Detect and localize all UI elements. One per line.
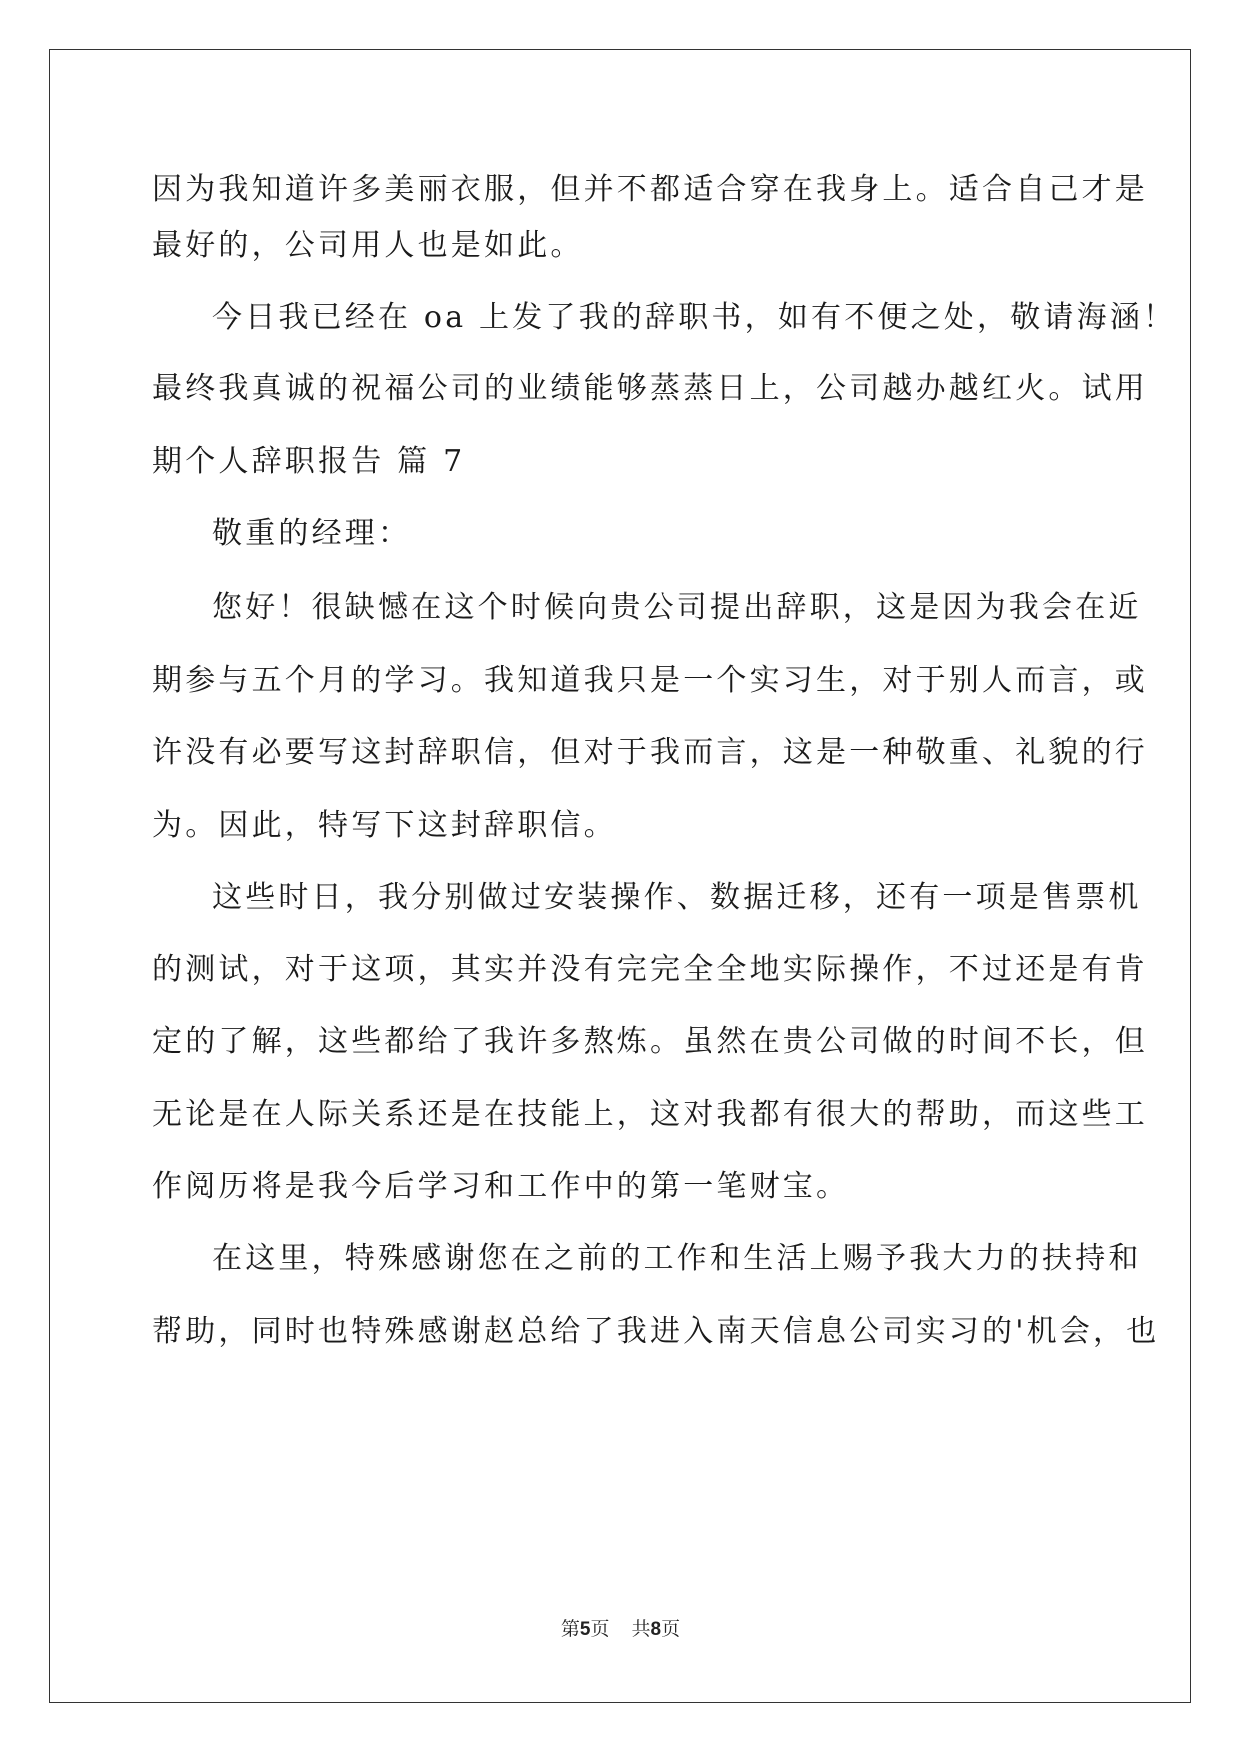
salutation: 敬重的经理： bbox=[212, 516, 412, 551]
text-line: 期参与五个月的学习。我知道我只是一个实习生，对于别人而言，或 bbox=[152, 663, 1148, 698]
text-line: 帮助，同时也特殊感谢赵总给了我进入南天信息公司实习的'机会，也 bbox=[152, 1314, 1160, 1349]
text-line: 定的了解，这些都给了我许多熬炼。虽然在贵公司做的时间不长，但 bbox=[152, 1024, 1148, 1059]
section-heading: 期个人辞职报告 篇 7 bbox=[152, 444, 466, 479]
text-line: 许没有必要写这封辞职信，但对于我而言，这是一种敬重、礼貌的行 bbox=[152, 735, 1148, 770]
text-line: 您好！很缺憾在这个时候向贵公司提出辞职，这是因为我会在近 bbox=[212, 590, 1142, 625]
page-suffix: 页 bbox=[590, 1618, 610, 1640]
text-line: 今日我已经在 oa 上发了我的辞职书，如有不便之处，敬请海涵！ bbox=[212, 300, 1177, 335]
text-line: 在这里，特殊感谢您在之前的工作和生活上赐予我大力的扶持和 bbox=[212, 1241, 1142, 1276]
text-line: 因为我知道许多美丽衣服，但并不都适合穿在我身上。适合自己才是 bbox=[152, 172, 1148, 207]
page-footer bbox=[0, 1617, 1241, 1642]
text-line: 的测试，对于这项，其实并没有完完全全地实际操作，不过还是有肯 bbox=[152, 952, 1148, 987]
text-line: 无论是在人际关系还是在技能上，这对我都有很大的帮助，而这些工 bbox=[152, 1097, 1148, 1132]
page-prefix: 第 bbox=[560, 1618, 580, 1640]
text-line: 最好的，公司用人也是如此。 bbox=[152, 228, 584, 263]
total-prefix: 共 bbox=[631, 1618, 651, 1640]
total-suffix: 页 bbox=[661, 1618, 681, 1640]
page-number: 5 bbox=[579, 1619, 591, 1640]
text-line: 作阅历将是我今后学习和工作中的第一笔财宝。 bbox=[152, 1169, 850, 1204]
text-line: 为。因此，特写下这封辞职信。 bbox=[152, 808, 617, 843]
text-line: 这些时日，我分别做过安装操作、数据迁移，还有一项是售票机 bbox=[212, 880, 1142, 915]
total-pages: 8 bbox=[650, 1619, 662, 1640]
text-line: 最终我真诚的祝福公司的业绩能够蒸蒸日上，公司越办越红火。试用 bbox=[152, 371, 1148, 406]
